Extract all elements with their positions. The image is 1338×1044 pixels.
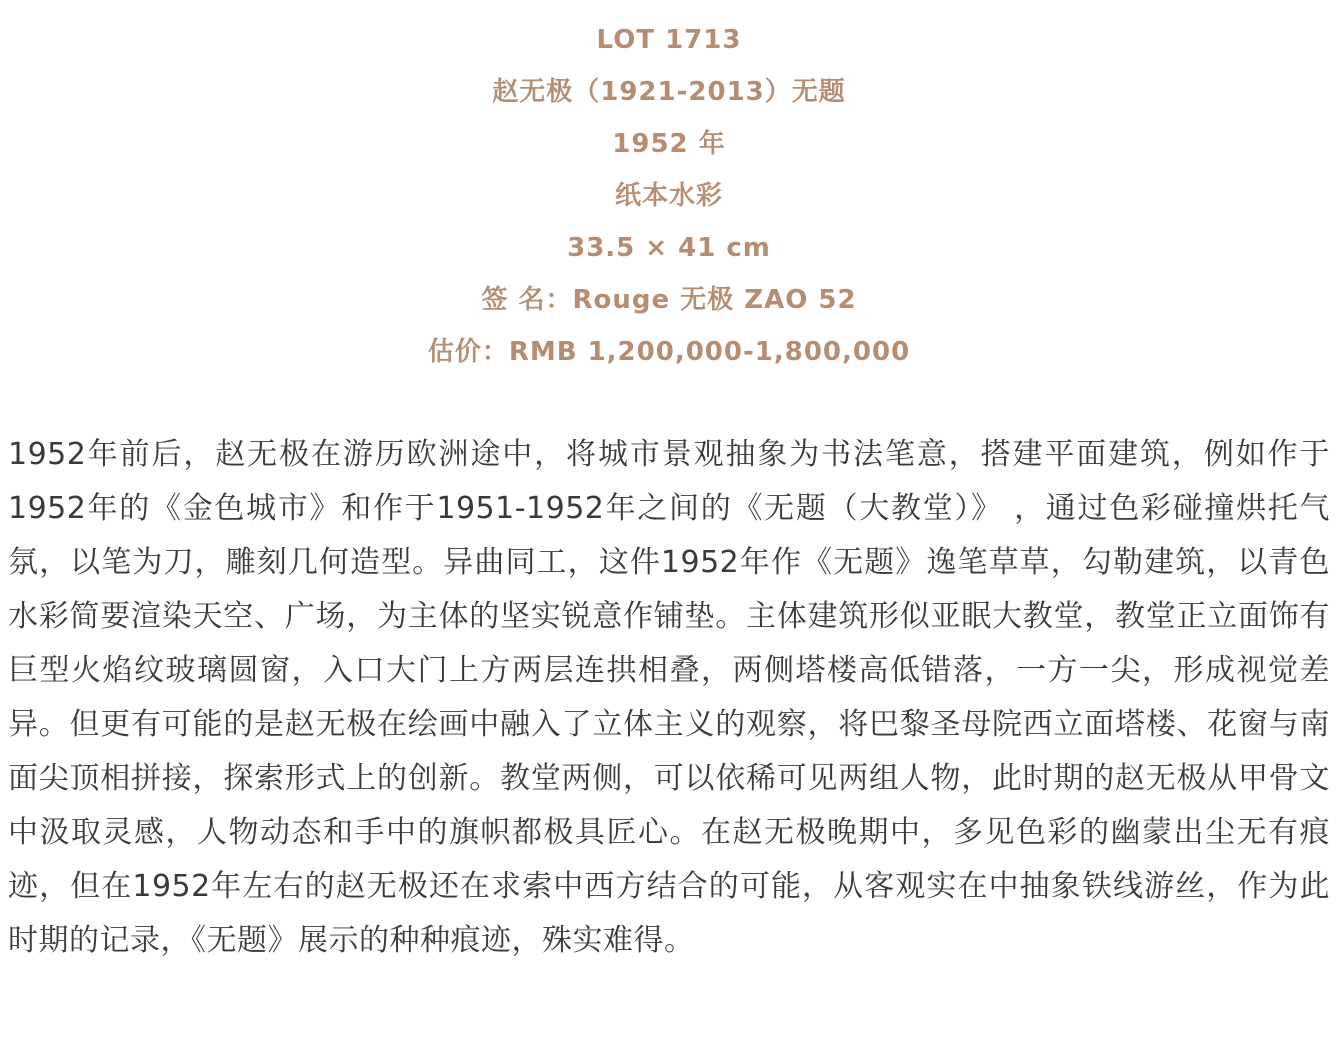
- artwork-dimensions: 33.5 × 41 cm: [567, 233, 771, 263]
- artwork-medium: 纸本水彩: [614, 181, 723, 211]
- artist-title: 赵无极（1921-2013）无题: [492, 77, 846, 107]
- lot-number: LOT 1713: [596, 25, 742, 55]
- lot-description: 1952年前后，赵无极在游历欧洲途中，将城市景观抽象为书法笔意，搭建平面建筑，例如作于1952年的《金色城市》和作于1951-1952年之间的《无题（大教堂）》 ，通过色彩碰撞烘托气氛，以笔为刀，雕刻几何造型。异曲同工，这件1952年作《无题》逸笔草草，勾勒建筑，以青色水彩简要渲染天空、广场，为主体的坚实锐意作铺垫。主体建筑形似亚眠大教堂，教堂正立面饰有巨型火焰纹玻璃圆窗，入口大门上方两层连拱相叠，两侧塔楼高低错落，一方一尖，形成视觉差异。但更有可能的是赵无极在绘画中融入了立体主义的观察，将巴黎圣母院西立面塔楼、花窗与南面尖顶相拼接，探索形式上的创新。教堂两侧，可以依稀可见两组人物，此时期的赵无极从甲骨文中汲取灵感，人物动态和手中的旗帜都极具匠心。在赵无极晚期中，多见色彩的幽蒙出尘无有痕迹，但在1952年左右的赵无极还在求索中西方结合的可能，从客观实在中抽象铁线游丝，作为此时期的记录，《无题》展示的种种痕迹，殊实难得。: [8, 437, 1330, 958]
- artwork-year: 1952 年: [612, 129, 726, 159]
- artwork-signature: 签 名：Rouge 无极 ZAO 52: [481, 285, 857, 315]
- lot-header: [0, 14, 1338, 378]
- artwork-estimate: 估价：RMB 1,200,000-1,800,000: [427, 337, 911, 367]
